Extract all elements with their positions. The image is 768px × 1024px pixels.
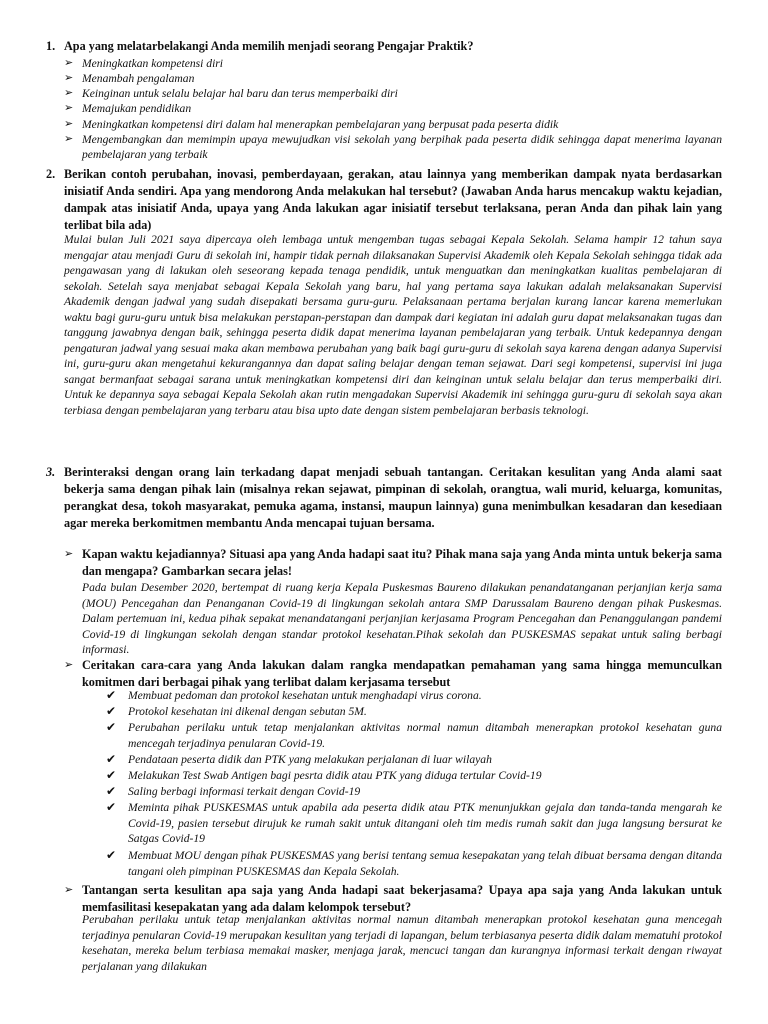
q1-bullet-5: Meningkatkan kompetensi diri dalam hal menerapkan pembelajaran yang berpusat pada peserta didik bbox=[82, 118, 559, 131]
q2-number: 2. bbox=[46, 167, 56, 181]
arrow-bullet-icon: ➢ bbox=[64, 102, 74, 114]
check-icon: ✔ bbox=[106, 800, 117, 814]
check-icon: ✔ bbox=[106, 720, 117, 734]
q1-bullet-6: Mengembangkan dan memimpin upaya mewujudkan visi sekolah yang berpihak pada peserta didik sehingga dapat menerima layanan pembelajaran yang terbaik bbox=[82, 133, 722, 162]
arrow-bullet-icon: ➢ bbox=[64, 118, 74, 130]
q3-sub2-check-5: Melakukan Test Swab Antigen bagi pesrta didik atau PTK yang diduga tertular Covid-19 bbox=[128, 769, 542, 782]
q2-question: Berikan contoh perubahan, inovasi, pemberdayaan, gerakan, atau lainnya yang memberikan dampak nyata berdasarkan inisiatif Anda sendiri. Apa yang mendorong Anda melakukan hal tersebut? (Jawaban Anda harus mencakup waktu kejadian, dampak atas inisiatif Anda, upaya yang Anda lakukan agar inisiatif tersebut terlaksana, peran Anda dan pihak lain yang terlibat bila ada) bbox=[64, 167, 722, 232]
q3-sub2-question: Ceritakan cara-cara yang Anda lakukan dalam rangka mendapatkan pemahaman yang sama hingga memunculkan komitmen dari berbagai pihak yang terlibat dalam kerjasama tersebut bbox=[82, 658, 722, 689]
q3-sub2-check-4: Pendataan peserta didik dan PTK yang melakukan perjalanan di luar wilayah bbox=[128, 753, 492, 766]
q1-number: 1. bbox=[46, 39, 56, 53]
q1-bullet-3: Keinginan untuk selalu belajar hal baru dan terus memperbaiki diri bbox=[82, 87, 398, 100]
q2-answer: Mulai bulan Juli 2021 saya dipercaya oleh lembaga untuk mengemban tugas sebagai Kepala Sekolah. Selama hampir 12 tahun saya mengajar atau menjadi Guru di sekolah ini, hampir tidak pernah dilaksanakan Supervisi Akademik oleh Kepala Sekolah sehingga tidak ada pengawasan yang di lakukan oleh seseorang kepada tenaga pendidik, untuk menguatkan dan meningkatkan kualitas pembelajaran di sekolah. Setelah saya menjabat sebagai Kepala Sekolah yang baru, hal yang pertama saya lakukan adalah melaksanakan Supervisi Akademik dengan jadwal yang sudah disepakati bersama guru-guru. Pelaksanaan pertama berjalan kurang lancar karena memerlukan waktu bagi guru-guru untuk bisa melakukan perstapan-perstapan dan dampak dari kegiatan ini adalah guru dapat melaksanakan tugas dan tanggung jawabnya dengan baik, sehingga peserta didik dapat menerima layanan pembelajaran yang terbaik. Untuk kedepannya dengan pengaturan jadwal yang sesuai maka akan membawa perubahan yang baik bagi guru-guru di sekolah saya karena dengan adanya Supervisi ini, guru-guru akan mengetahui kekurangannya dan dapat saling belajar dengan teman sejawat. Dari segi kompetensi, supervisi ini juga sangat bermanfaat sebagai sarana untuk meningkatkan kompetensi diri dan keinginan untuk selalu belajar dan terus memperbaiki diri. Untuk ke depannya saya sebagai Kepala Sekolah akan rutin mengadakan Supervisi Akademik ini sehingga guru-guru di sekolah saya akan terbiasa dengan pembelajaran yang terbaru atau bisa upto date dengan sistem pembelajaran berbasis teknologi. bbox=[64, 233, 722, 418]
q1-question: Apa yang melatarbelakangi Anda memilih menjadi seorang Pengajar Praktik? bbox=[64, 39, 474, 53]
q3-sub2-check-6: Saling berbagi informasi terkait dengan Covid-19 bbox=[128, 785, 361, 798]
check-icon: ✔ bbox=[106, 768, 117, 782]
q3-sub1-question: Kapan waktu kejadiannya? Situasi apa yang Anda hadapi saat itu? Pihak mana saja yang Anda minta untuk bekerja sama dan mengapa? Gambarkan secara jelas! bbox=[82, 547, 722, 578]
q1-bullet-4: Memajukan pendidikan bbox=[82, 102, 192, 115]
arrow-bullet-icon: ➢ bbox=[64, 659, 74, 671]
q3-sub2-check-2: Protokol kesehatan ini dikenal dengan sebutan 5M. bbox=[128, 705, 367, 718]
arrow-bullet-icon: ➢ bbox=[64, 87, 74, 99]
arrow-bullet-icon: ➢ bbox=[64, 884, 74, 896]
check-icon: ✔ bbox=[106, 784, 117, 798]
check-icon: ✔ bbox=[106, 848, 117, 862]
arrow-bullet-icon: ➢ bbox=[64, 57, 74, 69]
q3-number: 3. bbox=[46, 465, 56, 479]
arrow-bullet-icon: ➢ bbox=[64, 548, 74, 560]
arrow-bullet-icon: ➢ bbox=[64, 72, 74, 84]
check-icon: ✔ bbox=[106, 752, 117, 766]
q3-question: Berinteraksi dengan orang lain terkadang dapat menjadi sebuah tantangan. Ceritakan kesulitan yang Anda alami saat bekerja sama dengan pihak lain (misalnya rekan sejawat, pimpinan di sekolah, orangtua, wali murid, keluarga, komunitas, perangkat desa, tokoh masyarakat, pemuka agama, instansi, maupun lainnya) guna menimbulkan kesadaran dan kesediaan agar mereka berkomitmen membantu Anda mencapai tujuan bersama. bbox=[64, 465, 722, 530]
arrow-bullet-icon: ➢ bbox=[64, 133, 74, 145]
q1-bullet-1: Meningkatkan kompetensi diri bbox=[82, 57, 224, 70]
q3-sub2-check-3: Perubahan perilaku untuk tetap menjalankan aktivitas normal namun ditambah menerapkan protokol kesehatan guna mencegah terjadinya penularan Covid-19. bbox=[128, 721, 722, 750]
check-icon: ✔ bbox=[106, 704, 117, 718]
q3-sub2-check-1: Membuat pedoman dan protokol kesehatan untuk menghadapi virus corona. bbox=[128, 689, 482, 702]
q1-bullet-2: Menambah pengalaman bbox=[82, 72, 195, 85]
q3-sub3-question: Tantangan serta kesulitan apa saja yang Anda hadapi saat bekerjasama? Upaya apa saja yang Anda lakukan untuk memfasilitasi kesepakatan yang ada dalam kelompok tersebut? bbox=[82, 883, 722, 914]
q3-sub3-answer: Perubahan perilaku untuk tetap menjalankan aktivitas normal namun ditambah menerapkan protokol kesehatan guna mencegah terjadinya penularan Covid-19 merupakan kesulitan yang terjadi di lapangan, belum terbiasanya peserta didik dalam mematuhi protokol kesehatan, mereka belum terbiasa memakai masker, menjaga jarak, mencuci tangan dan kurangnya informasi terkait dengan riwayat perjalanan yang dilakukan bbox=[82, 913, 722, 973]
q3-sub2-check-7: Meminta pihak PUSKESMAS untuk apabila ada peserta didik atau PTK menunjukkan gejala dan tanda-tanda mengarah ke Covid-19, pasien tersebut dirujuk ke rumah sakit untuk ditangani oleh tim medis rumah sakit dan juga langsung bersurat ke Satgas Covid-19 bbox=[128, 801, 722, 846]
q3-sub1-answer: Pada bulan Desember 2020, bertempat di ruang kerja Kepala Puskesmas Baureno dilakukan penandatanganan perjanjian kerja sama (MOU) Pencegahan dan Penanganan Covid-19 di lingkungan sekolah antara SMP Darussalam Baureno dengan pihak Puskesmas. Dalam pertemuan ini, kedua pihak sepakat menandatangani perjanjian kerjasama Program Pencegahan dan Penanggulangan pandemi Covid-19 di lingkungan sekolah dengan standar protokol kesehatan.Pihak sekolah dan PUSKESMAS sepakat untuk saling berbagi informasi. bbox=[82, 581, 722, 657]
check-icon: ✔ bbox=[106, 688, 117, 702]
q3-sub2-check-8: Membuat MOU dengan pihak PUSKESMAS yang berisi tentang semua kesepakatan yang telah dibuat bersama dengan ditanda tangani oleh pimpinan PUSKESMAS dan Kepala Sekolah. bbox=[128, 849, 722, 878]
